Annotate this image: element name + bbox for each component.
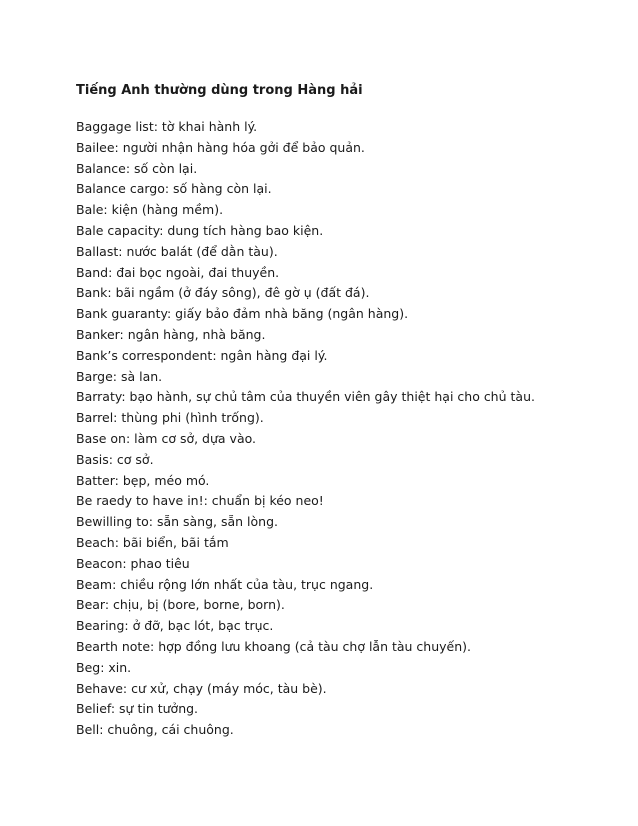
glossary-entry: Bell: chuông, cái chuông. [76,722,234,738]
glossary-entry: Basis: cơ sở. [76,451,154,467]
glossary-entry: Bank’s correspondent: ngân hàng đại lý. [76,347,328,363]
glossary-entry: Beacon: phao tiêu [76,555,190,571]
glossary-entry: Beach: bãi biển, bãi tắm [76,534,229,550]
glossary-entry: Bank: bãi ngầm (ở đáy sông), đê gờ ụ (đất đá). [76,285,370,301]
glossary-entry: Bearing: ở đỡ, bạc lót, bạc trục. [76,618,274,634]
glossary-entry: Base on: làm cơ sở, dựa vào. [76,430,256,446]
glossary-entry: Baggage list: tờ khai hành lý. [76,119,258,134]
glossary-entry: Behave: cư xử, chạy (máy móc, tàu bè). [76,680,327,696]
glossary-entry: Bearth note: hợp đồng lưu khoang (cả tàu chợ lẫn tàu chuyến). [76,638,472,654]
glossary-entry: Ballast: nước balát (để dằn tàu). [76,243,278,259]
glossary-entry: Bale: kiện (hàng mềm). [76,202,224,218]
glossary-entry: Bear: chịu, bị (bore, borne, born). [76,597,285,613]
glossary-entry: Barrel: thùng phi (hình trống). [76,410,264,426]
glossary-entry: Bewilling to: sẵn sàng, sẵn lòng. [76,514,279,530]
glossary-entry: Be raedy to have in!: chuẩn bị kéo neo! [76,493,324,509]
glossary-entry: Balance: số còn lại. [76,160,198,176]
glossary-entry: Band: đai bọc ngoài, đai thuyền. [76,264,280,280]
glossary-entry: Belief: sự tin tưởng. [76,701,199,717]
glossary-entry: Bale capacity: dung tích hàng bao kiện. [76,222,324,238]
glossary-entry: Batter: bẹp, méo mó. [76,472,210,488]
glossary-list [76,117,535,741]
glossary-entry: Bailee: người nhận hàng hóa gởi để bảo quản. [76,139,365,155]
glossary-entry: Banker: ngân hàng, nhà băng. [76,326,266,342]
glossary-entry: Beam: chiều rộng lớn nhất của tàu, trục ngang. [76,576,374,592]
document-title: Tiếng Anh thường dùng trong Hàng hải [76,83,363,98]
glossary-entry: Balance cargo: số hàng còn lại. [76,181,272,197]
glossary-entry: Beg: xin. [76,659,132,675]
glossary-entry: Barraty: bạo hành, sự chủ tâm của thuyền viên gây thiệt hại cho chủ tàu. [76,389,535,405]
glossary-entry: Barge: sà lan. [76,368,163,384]
glossary-entry: Bank guaranty: giấy bảo đảm nhà băng (ngân hàng). [76,306,409,322]
